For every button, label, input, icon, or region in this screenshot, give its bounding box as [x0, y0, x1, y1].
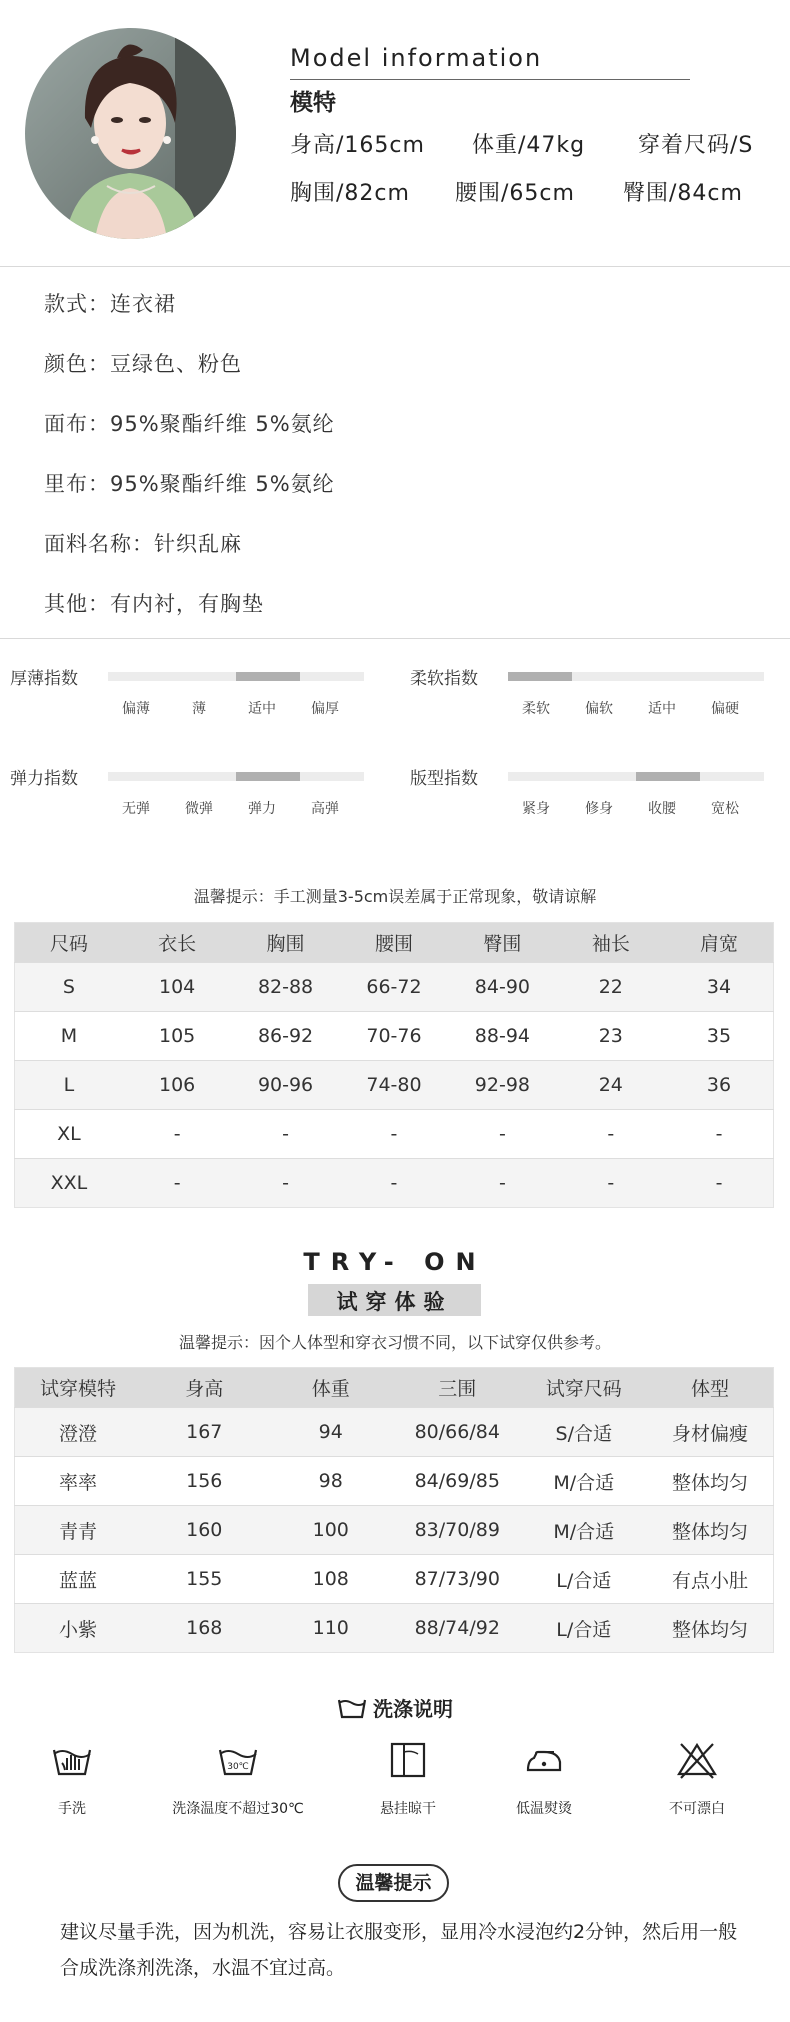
table-cell: 整体均匀: [647, 1604, 774, 1653]
table-header-cell: 胸围: [231, 923, 339, 963]
product-style: 款式：连衣裙: [44, 292, 176, 316]
table-cell: 86-92: [231, 1012, 339, 1061]
table-cell: -: [665, 1159, 773, 1208]
table-cell: 身材偏瘦: [647, 1408, 774, 1457]
table-header-cell: 试穿模特: [15, 1368, 142, 1408]
wash-title-text: 洗涤说明: [373, 1697, 453, 1721]
table-cell: 92-98: [448, 1061, 556, 1110]
model-weight: 体重/47kg: [472, 133, 586, 158]
model-hip: 臀围/84cm: [623, 181, 743, 206]
table-cell: 青青: [15, 1506, 142, 1555]
index-option: 宽松: [711, 801, 739, 817]
index-label: 弹力指数: [10, 769, 78, 789]
table-header-cell: 身高: [141, 1368, 268, 1408]
model-size: 穿着尺码/S: [638, 133, 754, 158]
product-fabric: 面布：95%聚酯纤维 5%氨纶: [44, 412, 335, 436]
table-cell: 88/74/92: [394, 1604, 521, 1653]
table-row: [15, 1408, 774, 1457]
wash-item-hand-wash: [0, 1740, 152, 1818]
table-cell: -: [340, 1110, 448, 1159]
tip-badge: 温馨提示: [338, 1864, 449, 1902]
table-header-cell: 三围: [394, 1368, 521, 1408]
model-title-cn: 模特: [290, 90, 336, 116]
hang-dry-icon: [386, 1740, 430, 1780]
table-header-cell: 肩宽: [665, 923, 773, 963]
wash-label: 悬挂晾干: [380, 1801, 436, 1817]
wash-title: [0, 1693, 790, 1725]
model-title-rule: [290, 79, 690, 80]
size-note: 温馨提示：手工测量3-5cm误差属于正常现象，敬请谅解: [193, 887, 597, 906]
index-track: [108, 772, 364, 781]
product-color: 颜色：豆绿色、粉色: [44, 352, 242, 376]
model-photo: [25, 28, 236, 239]
model-title-en: Model information: [290, 44, 543, 72]
index-label: 柔软指数: [410, 669, 478, 689]
wash-item-temp: [158, 1740, 318, 1818]
wash-label: 低温熨烫: [516, 1801, 572, 1817]
table-cell: 34: [665, 963, 773, 1012]
table-header-cell: 试穿尺码: [521, 1368, 648, 1408]
table-header-cell: 体重: [268, 1368, 395, 1408]
table-cell: L/合适: [521, 1555, 648, 1604]
table-cell: -: [665, 1110, 773, 1159]
table-cell: -: [123, 1110, 231, 1159]
table-row: [15, 1457, 774, 1506]
index-level-fill: [236, 772, 300, 781]
wash-item-low-iron: [464, 1740, 624, 1818]
tryon-table-header: [15, 1368, 774, 1408]
table-cell: 澄澄: [15, 1408, 142, 1457]
tryon-table-body: [15, 1408, 774, 1653]
table-cell: S/合适: [521, 1408, 648, 1457]
table-cell: 小紫: [15, 1604, 142, 1653]
table-header-cell: 臀围: [448, 923, 556, 963]
table-cell: 100: [268, 1506, 395, 1555]
table-cell: 168: [141, 1604, 268, 1653]
wash-label: 洗涤温度不超过30℃: [172, 1801, 304, 1817]
table-cell: 66-72: [340, 963, 448, 1012]
table-row: [15, 1604, 774, 1653]
table-cell: 94: [268, 1408, 395, 1457]
table-cell: -: [448, 1159, 556, 1208]
table-cell: L/合适: [521, 1604, 648, 1653]
size-table-header: [15, 923, 774, 963]
index-option: 弹力: [248, 801, 276, 817]
table-cell: 23: [557, 1012, 665, 1061]
table-cell: 整体均匀: [647, 1506, 774, 1555]
table-cell: 36: [665, 1061, 773, 1110]
table-row: [15, 1506, 774, 1555]
table-cell: L: [15, 1061, 123, 1110]
tip-text: 建议尽量手洗，因为机洗，容易让衣服变形，显用冷水浸泡约2分钟，然后用一般合成洗涤剂洗涤，水温不宜过高。: [60, 1921, 738, 1979]
table-cell: 90-96: [231, 1061, 339, 1110]
tryon-title-en: TRY- ON: [303, 1248, 487, 1276]
index-track: [508, 772, 764, 781]
table-cell: XXL: [15, 1159, 123, 1208]
table-header-cell: 衣长: [123, 923, 231, 963]
table-row: [15, 1555, 774, 1604]
table-cell: 105: [123, 1012, 231, 1061]
table-cell: 80/66/84: [394, 1408, 521, 1457]
model-height: 身高/165cm: [290, 133, 425, 158]
product-other: 其他：有内衬，有胸垫: [44, 592, 264, 616]
table-cell: 167: [141, 1408, 268, 1457]
index-option: 微弹: [185, 801, 213, 817]
index-option: 紧身: [522, 801, 550, 817]
table-cell: 84-90: [448, 963, 556, 1012]
wash-item-no-bleach: [617, 1740, 777, 1818]
table-cell: 82-88: [231, 963, 339, 1012]
wash-label: 手洗: [58, 1801, 86, 1817]
table-cell: 有点小肚: [647, 1555, 774, 1604]
table-cell: -: [231, 1110, 339, 1159]
table-cell: 74-80: [340, 1061, 448, 1110]
tryon-title-cn: 试穿体验: [336, 1290, 453, 1314]
wash-temp-text: 30℃: [227, 1762, 249, 1772]
model-bust: 胸围/82cm: [290, 181, 410, 206]
model-photo-image: [25, 28, 236, 239]
table-cell: -: [557, 1110, 665, 1159]
table-cell: -: [231, 1159, 339, 1208]
table-cell: 83/70/89: [394, 1506, 521, 1555]
table-cell: S: [15, 963, 123, 1012]
table-cell: 24: [557, 1061, 665, 1110]
table-header-cell: 尺码: [15, 923, 123, 963]
model-section: [0, 0, 790, 266]
table-header-cell: 腰围: [340, 923, 448, 963]
table-cell: 率率: [15, 1457, 142, 1506]
section-divider: [0, 638, 790, 639]
table-cell: 22: [557, 963, 665, 1012]
table-row: [15, 963, 774, 1012]
table-cell: 蓝蓝: [15, 1555, 142, 1604]
size-table: [14, 922, 774, 1208]
index-track: [108, 672, 364, 681]
table-row: [15, 1159, 774, 1208]
table-cell: M/合适: [521, 1506, 648, 1555]
wash-basin-icon: [337, 1696, 367, 1720]
wash-30-icon: [216, 1740, 260, 1780]
index-option: 偏厚: [311, 701, 339, 717]
hand-wash-icon: [50, 1740, 94, 1780]
table-cell: 155: [141, 1555, 268, 1604]
table-cell: 160: [141, 1506, 268, 1555]
index-option: 柔软: [522, 701, 550, 717]
size-table-body: [15, 963, 774, 1208]
index-option: 适中: [248, 701, 276, 717]
table-cell: -: [123, 1159, 231, 1208]
table-cell: 108: [268, 1555, 395, 1604]
index-option: 无弹: [122, 801, 150, 817]
product-material-name: 面料名称：针织乱麻: [44, 532, 242, 556]
tryon-note: 温馨提示：因个人体型和穿衣习惯不同，以下试穿仅供参考。: [178, 1333, 611, 1352]
table-cell: 88-94: [448, 1012, 556, 1061]
index-level-fill: [508, 672, 572, 681]
table-row: [15, 1061, 774, 1110]
table-header-cell: 袖长: [557, 923, 665, 963]
table-cell: -: [340, 1159, 448, 1208]
index-option: 适中: [648, 701, 676, 717]
table-cell: -: [448, 1110, 556, 1159]
table-cell: 35: [665, 1012, 773, 1061]
index-level-fill: [636, 772, 700, 781]
table-row: [15, 1110, 774, 1159]
section-divider: [0, 266, 790, 267]
table-cell: XL: [15, 1110, 123, 1159]
low-iron-icon: [522, 1740, 566, 1780]
table-cell: 106: [123, 1061, 231, 1110]
index-option: 偏薄: [122, 701, 150, 717]
tryon-table: [14, 1367, 774, 1653]
table-cell: M/合适: [521, 1457, 648, 1506]
table-cell: 104: [123, 963, 231, 1012]
table-cell: 110: [268, 1604, 395, 1653]
table-cell: 98: [268, 1457, 395, 1506]
index-option: 薄: [192, 701, 206, 717]
index-label: 版型指数: [410, 769, 478, 789]
product-lining: 里布：95%聚酯纤维 5%氨纶: [44, 472, 335, 496]
table-cell: 87/73/90: [394, 1555, 521, 1604]
index-option: 修身: [585, 801, 613, 817]
table-cell: 整体均匀: [647, 1457, 774, 1506]
table-header-cell: 体型: [647, 1368, 774, 1408]
wash-label: 不可漂白: [669, 1801, 725, 1817]
table-cell: -: [557, 1159, 665, 1208]
table-row: [15, 1012, 774, 1061]
index-option: 偏硬: [711, 701, 739, 717]
index-level-fill: [236, 672, 300, 681]
index-option: 高弹: [311, 801, 339, 817]
table-cell: 84/69/85: [394, 1457, 521, 1506]
index-label: 厚薄指数: [10, 669, 78, 689]
table-cell: 70-76: [340, 1012, 448, 1061]
table-cell: M: [15, 1012, 123, 1061]
index-option: 收腰: [648, 801, 676, 817]
index-option: 偏软: [585, 701, 613, 717]
table-cell: 156: [141, 1457, 268, 1506]
model-waist: 腰围/65cm: [455, 181, 575, 206]
no-bleach-icon: [675, 1740, 719, 1780]
index-track: [508, 672, 764, 681]
